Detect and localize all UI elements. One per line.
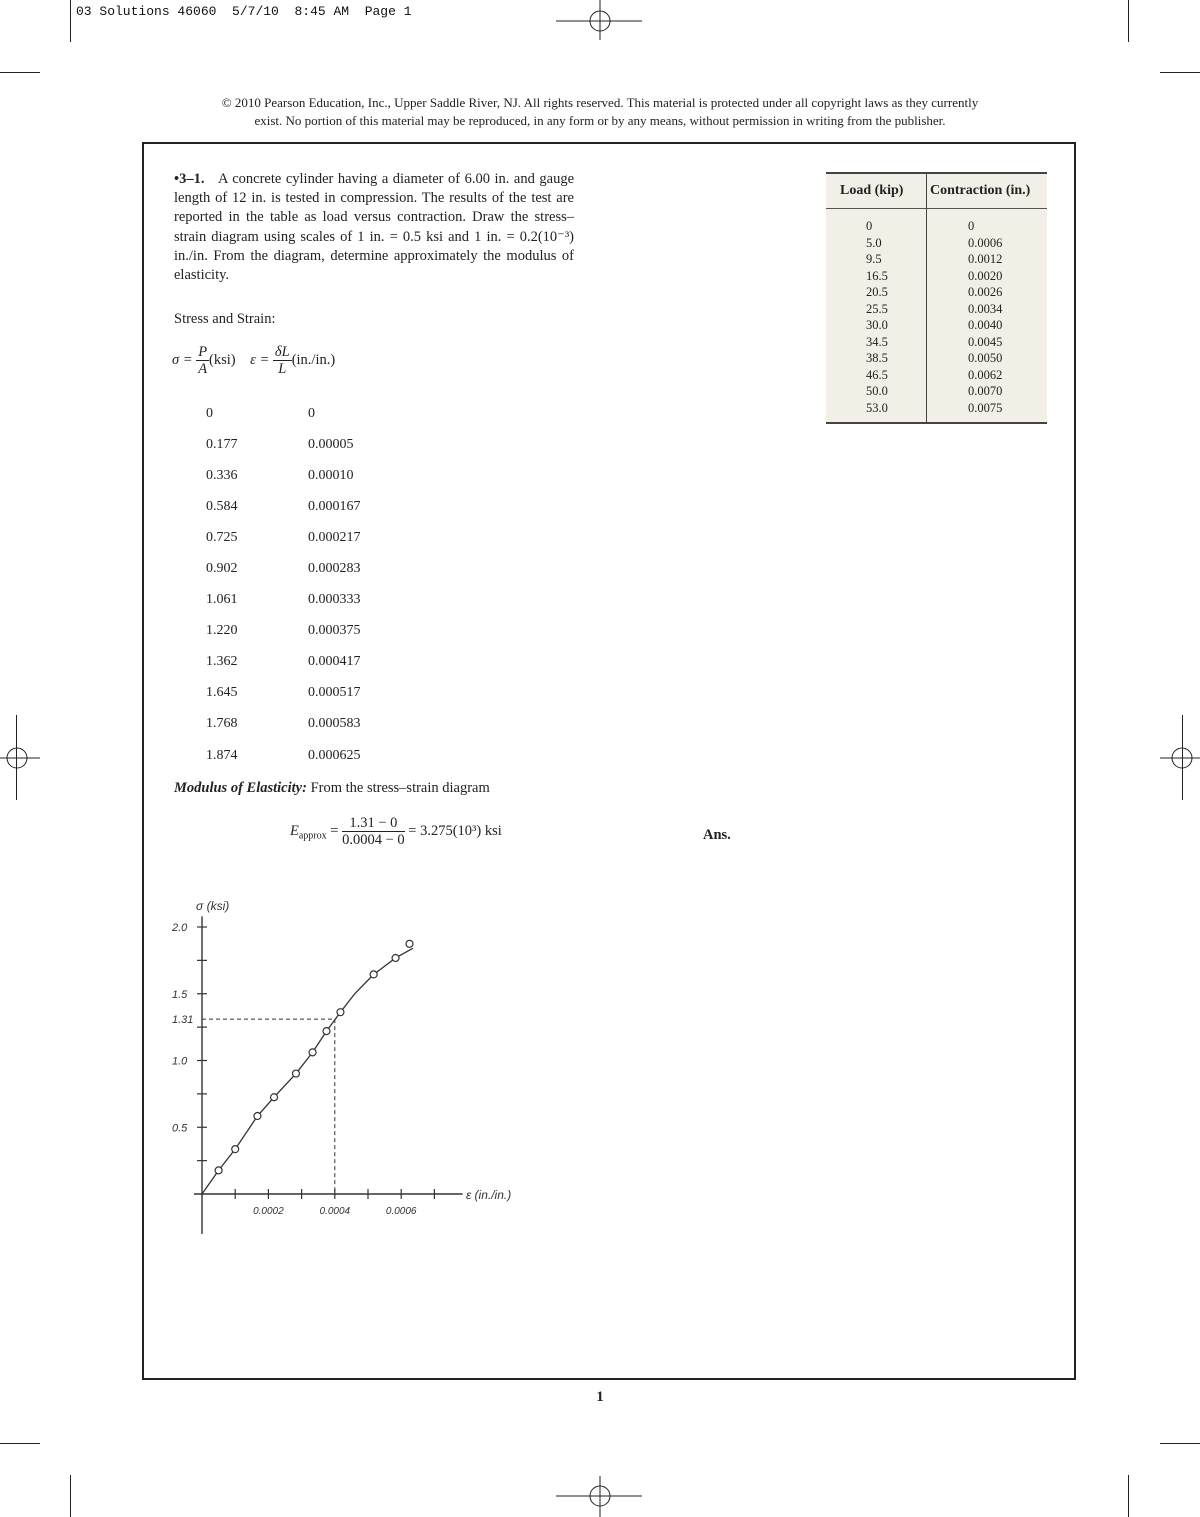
modulus-fraction (342, 815, 405, 848)
data-point (215, 1167, 222, 1174)
stress-strain-heading: Stress and Strain: (174, 311, 276, 327)
stress-strain-table (206, 398, 361, 771)
problem-statement (174, 170, 574, 285)
answer-label: Ans. (703, 827, 731, 843)
stress-value: 0.725 (206, 529, 238, 545)
y-axis-label: σ (ksi) (196, 899, 230, 913)
page-number: 1 (596, 1389, 604, 1405)
data-point (323, 1028, 330, 1035)
contraction-value: 0.0050 (968, 351, 1003, 365)
x-tick-label: 0.0002 (253, 1206, 284, 1217)
y-tick-label: 1.31 (172, 1014, 194, 1027)
fitted-curve (202, 948, 413, 1194)
stress-value: 1.645 (206, 685, 238, 701)
stress-strain-row (206, 491, 361, 522)
data-point (309, 1049, 316, 1056)
strain-value: 0.000217 (308, 529, 361, 545)
sigma-fraction (196, 344, 209, 377)
y-tick-label: 1.0 (172, 1055, 188, 1068)
load-contraction-table (826, 172, 1047, 424)
load-value: 34.5 (866, 334, 888, 349)
strain-value: 0.00005 (308, 436, 354, 452)
copyright-line-2: exist. No portion of this material may be reproduced, in any form or by any means, without permission in writing from the publisher. (254, 113, 946, 128)
strain-value: 0.000583 (308, 716, 361, 732)
copyright-line-1: © 2010 Pearson Education, Inc., Upper Saddle River, NJ. All rights reserved. This material is protected under all copyright laws as they currently (221, 95, 979, 110)
load-column (866, 218, 888, 416)
problem-number: •3–1. (174, 171, 205, 187)
epsilon-symbol: ε = (250, 351, 270, 368)
contraction-value: 0.0045 (968, 334, 1003, 349)
sigma-unit: (ksi) (209, 351, 236, 368)
stress-strain-row (206, 709, 361, 740)
stress-value: 1.061 (206, 592, 238, 608)
modulus-heading: Modulus of Elasticity: (174, 780, 307, 796)
stress-value: 0 (206, 405, 213, 421)
epsilon-denominator: L (278, 361, 287, 377)
sigma-numerator: P (198, 344, 208, 360)
stress-strain-chart (160, 880, 560, 1250)
contraction-value: 0.0070 (968, 384, 1003, 398)
contraction-header: Contraction (in.) (930, 183, 1031, 198)
load-value: 53.0 (866, 400, 888, 415)
sigma-denominator: A (198, 361, 208, 377)
data-point (392, 954, 399, 961)
load-value: 5.0 (866, 235, 882, 250)
strain-value: 0.000375 (308, 623, 361, 639)
load-value: 16.5 (866, 268, 888, 283)
stress-strain-formulas (172, 344, 432, 384)
load-value: 25.5 (866, 301, 888, 316)
copyright-notice (150, 94, 1050, 130)
contraction-column (968, 218, 1002, 416)
stress-strain-row (206, 647, 361, 678)
stress-strain-row (206, 585, 361, 616)
stress-value: 1.220 (206, 623, 238, 639)
load-value: 20.5 (866, 285, 888, 299)
contraction-value: 0.0040 (968, 318, 1003, 332)
stress-value: 0.902 (206, 561, 238, 577)
slug-page: Page 1 (364, 4, 412, 19)
epsilon-unit: (in./in.) (291, 351, 336, 368)
data-point (254, 1113, 261, 1120)
sigma-symbol: σ = (172, 351, 193, 368)
stress-strain-row (206, 460, 361, 491)
modulus-denominator: 0.0004 − 0 (342, 832, 405, 848)
contraction-value: 0.0020 (968, 268, 1003, 283)
x-tick-label: 0.0004 (319, 1206, 351, 1217)
contraction-value: 0.0006 (968, 235, 1003, 250)
epsilon-fraction (273, 344, 292, 377)
strain-value: 0.000333 (308, 592, 361, 608)
modulus-numerator: 1.31 − 0 (342, 815, 405, 832)
stress-strain-row (206, 398, 361, 429)
contraction-value: 0.0034 (968, 301, 1003, 316)
contraction-value: 0 (968, 219, 975, 233)
load-value: 50.0 (866, 384, 888, 398)
load-value: 46.5 (866, 367, 888, 382)
stress-value: 0.584 (206, 498, 238, 514)
load-value: 0 (866, 219, 873, 233)
problem-text: A concrete cylinder having a diameter of 6.00 in. and gauge length of 12 in. is tested in compression. The results of the test are reported in the table as load versus contraction. Draw the stress–strain diagram using scales of 1 in. = 0.5 ksi and 1 in. = 0.2(10⁻³) in./in. From the diagram, determine approximately the modulus of elasticity. (174, 171, 574, 284)
strain-value: 0.000517 (308, 685, 361, 701)
strain-value: 0.000167 (308, 498, 361, 514)
stress-value: 0.336 (206, 467, 238, 483)
contraction-value: 0.0075 (968, 400, 1003, 415)
data-point (337, 1009, 344, 1016)
load-header: Load (kip) (840, 183, 904, 198)
slug-time: 8:45 AM (294, 4, 350, 19)
x-tick-label: 0.0006 (385, 1206, 417, 1217)
load-value: 9.5 (866, 252, 882, 266)
contraction-value: 0.0062 (968, 367, 1003, 382)
stress-value: 1.768 (206, 716, 238, 732)
e-symbol: E (290, 822, 299, 839)
stress-value: 1.874 (206, 747, 238, 763)
data-point (292, 1070, 299, 1077)
y-tick-label: 2.0 (172, 922, 188, 934)
strain-value: 0 (308, 405, 315, 421)
modulus-line (174, 780, 490, 797)
slug-date: 5/7/10 (232, 4, 279, 19)
x-axis-label: ε (in./in.) (465, 1188, 512, 1202)
data-point (406, 940, 413, 947)
strain-value: 0.00010 (308, 467, 354, 483)
modulus-result: = 3.275(10³) ksi (408, 822, 502, 839)
y-tick-label: 0.5 (172, 1122, 188, 1135)
stress-strain-row (206, 678, 361, 709)
data-point (271, 1094, 278, 1101)
stress-value: 1.362 (206, 654, 238, 670)
stress-strain-row (206, 429, 361, 460)
modulus-equation: $E_{approx}$ = $\frac{1.31 - 0}{0.0004 - 0}$ = 3.275(10³) ksi (290, 815, 502, 848)
strain-value: 0.000625 (308, 747, 361, 763)
stress-strain-row (206, 553, 361, 584)
strain-value: 0.000417 (308, 654, 361, 670)
stress-strain-row (206, 740, 361, 771)
e-subscript: approx (298, 830, 327, 842)
strain-value: 0.000283 (308, 561, 361, 577)
stress-value: 0.177 (206, 436, 238, 452)
data-point (232, 1146, 239, 1153)
load-value: 30.0 (866, 318, 888, 332)
stress-strain-row (206, 616, 361, 647)
load-value: 38.5 (866, 351, 888, 365)
epsilon-numerator: δL (274, 344, 290, 360)
modulus-text: From the stress–strain diagram (310, 780, 490, 796)
stress-strain-row (206, 522, 361, 553)
slug-file: 03 Solutions 46060 (76, 4, 217, 19)
data-point (370, 971, 377, 978)
contraction-value: 0.0012 (968, 252, 1003, 266)
y-tick-label: 1.5 (172, 988, 188, 1001)
contraction-value: 0.0026 (968, 285, 1003, 299)
